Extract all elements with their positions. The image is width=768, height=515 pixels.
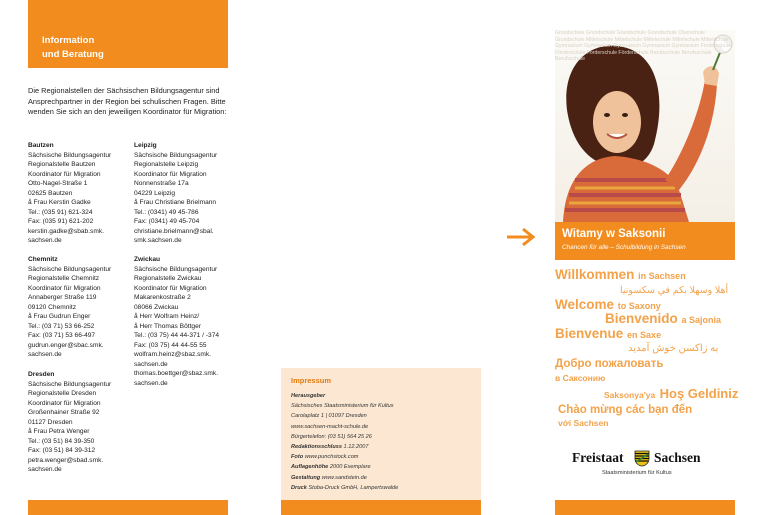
office-line: 01127 Dresden [28,418,73,426]
office-line: Nonnenstraße 17a [134,180,189,187]
office-line: sachsen.de [134,360,168,368]
office-zwickau [134,255,244,388]
impressum-value: www.sachsen-macht-schule.de [291,423,369,430]
office-line: Fax: (035 91) 621-202 [28,218,94,225]
office-contact-name: Frau Christiane Brielmann [139,199,217,206]
greeting-spanish [605,312,721,326]
office-line: Tel.: (03 51) 84 39-350 [28,437,95,445]
impressum-value: Stoba-Druck GmbH, Lampertswalde [308,484,399,491]
impressum-line [291,391,481,401]
office-line: Tel.: (03 75) 44 44-371 / -374 [134,332,220,339]
background-words: Grundschule Grundschule Grundschule Grundschule Oberschule Grundschule Mittelschule Mittelschule Mittelschule Mittelschule Mittelschule Gymnasium Gymnasium Gymnasium Gymnasium Gymnasium Förderschule Förderschule Förderschule Förderschule Berufsschule Berufsschule Berufsschule [555,30,731,63]
greeting-persian: به زاکسن خوش آمدید [628,343,719,354]
greeting-english [555,298,661,312]
office-line: Fax: (03 75) 44 44-55 55 [134,341,207,349]
greeting-russian-2: в Саксонию [555,373,606,383]
office-contact-name: Frau Kerstin Gadke [33,199,91,206]
office-contact-name: Frau Petra Wenger [33,428,90,435]
office-line: Sächsische Bildungsagentur [134,265,218,273]
impressum-box [281,368,481,500]
office-line: 02625 Bautzen [28,189,73,197]
impressum-line [291,422,481,432]
greeting-word: Bienvenue [555,326,624,341]
office-line: Tel.: (035 91) 621-324 [28,208,93,216]
office-line: 08066 Zwickau [134,303,179,311]
header-band [28,0,228,68]
impressum-label: Auflagenhöhe [291,464,329,471]
impressum-line [291,462,481,472]
cover-subtitle: Chancen für alle – Schulbildung in Sachsen [562,244,686,251]
footer-band [281,500,481,515]
impressum-value: Sächsisches Staatsministerium für Kultus [291,403,394,410]
office-line: Fax: (03 71) 53 66-497 [28,332,96,339]
office-line: Annaberger Straße 119 [28,294,97,301]
greeting-russian: Добро пожаловать [555,358,664,370]
greeting-german [555,268,686,282]
impressum-line [291,432,481,442]
impressum-value: 1.12.2007 [343,444,369,451]
office-line: petra.wenger@sbad.smk. [28,456,104,464]
office-line: Koordinator für Migration [28,399,101,407]
greeting-vietnamese: Chào mừng các bạn đến [558,404,693,416]
saxony-crest-icon [634,450,650,467]
panel-header [42,34,104,62]
office-city: Dresden [28,371,55,378]
office-line: christiane.brielmann@sbal. [134,227,214,235]
greeting-french [555,327,661,341]
impressum-label: Redaktionsschluss [291,444,342,451]
logo-subtitle: Staatsministerium für Kultus [602,470,672,476]
cover-title-box [555,222,735,260]
impressum-line [291,401,481,411]
office-line: Regionalstelle Leipzig [134,161,199,168]
office-line: Koordinator für Migration [28,170,101,178]
office-line: Makarenkostraße 2 [134,294,191,301]
office-line: sachsen.de [28,466,62,473]
office-line: Sächsische Bildungsagentur [28,380,112,388]
office-line: Regionalstelle Dresden [28,390,97,397]
office-chemnitz [28,255,128,360]
greeting-suffix: en Saxe [627,330,662,340]
greeting-suffix: to Saxony [617,301,661,311]
header-line: Information [42,35,95,46]
office-contact-person [28,198,128,208]
office-line: kerstin.gadke@sbab.smk. [28,227,104,235]
office-line: Sächsische Bildungsagentur [28,265,112,273]
office-line: 04229 Leipzig [134,189,176,197]
office-city: Bautzen [28,142,54,149]
office-line: Sächsische Bildungsagentur [134,151,218,159]
arrow-right-icon [505,226,539,248]
office-contact-person [134,322,244,332]
office-line: sachsen.de [134,379,168,387]
intro-text: Die Regionalstellen der Sächsischen Bildungsagentur sind Ansprechpartner in der Region bei schulischen Fragen. Bitte wenden Sie sich an den jeweiligen Koordinator für Migration: [28,86,227,116]
office-contact-name: Frau Gudrun Enger [33,313,91,320]
office-contact-name: Herr Wolfram Heinz/ [139,313,200,320]
person-icon: å [134,322,140,330]
impressum-label: Herausgeber [291,393,326,399]
office-city: Leipzig [134,142,157,149]
greeting-word: Bienvenido [605,311,678,326]
impressum-label: Druck [291,484,307,491]
office-dresden [28,370,128,475]
office-leipzig [134,141,234,246]
office-city: Zwickau [134,256,161,263]
footer-band [28,500,228,515]
office-line: sachsen.de [28,351,62,358]
office-contact-person [28,427,128,437]
impressum-value: 2000 Exemplare [329,464,371,471]
office-line: Fax: (03 51) 84 39-312 [28,447,96,454]
logo-left-text: Freistaat [572,450,624,465]
person-icon: å [134,199,140,206]
greeting-word: Welcome [555,297,615,312]
impressum-label: Foto [291,454,304,461]
greeting-arabic: أهلا وسهلا بكم في سكسونيا [620,285,729,296]
office-contact-person [28,312,128,322]
impressum-title: Impressum [291,376,332,385]
logo-right-text: Sachsen [654,450,701,465]
office-line: wolfram.heinz@sbaz.smk. [134,351,212,358]
impressum-value: www.punchstock.com [304,454,359,461]
impressum-line [291,411,481,421]
greeting-suffix: a Sajonia [681,315,722,325]
greeting-turkish [604,386,738,402]
office-contact-name: Herr Thomas Böttger [139,322,201,330]
office-line: Fax: (0341) 49 45-704 [134,218,200,225]
impressum-label: Gestaltung [291,474,321,481]
greeting-word: Willkommen [555,267,635,282]
impressum-line [291,452,481,462]
office-line: Regionalstelle Zwickau [134,275,202,282]
office-line: gudrun.enger@sbac.smk. [28,341,104,349]
office-city: Chemnitz [28,256,58,263]
person-icon: å [28,428,34,435]
office-contact-person [134,312,244,322]
office-line: 09120 Chemnitz [28,303,77,311]
person-icon: å [28,199,34,206]
office-line: Tel.: (03 71) 53 66-252 [28,322,95,330]
office-line: sachsen.de [28,237,62,244]
office-line: smk.sachsen.de [134,237,182,244]
office-line: Sächsische Bildungsagentur [28,151,112,159]
impressum-value: www.sandstein.de [321,474,367,481]
impressum-value: Carolaplatz 1 | 01097 Dresden [291,413,367,420]
greeting-word: Saksonya'ya [604,390,656,400]
greeting-vietnamese-2: với Sachsen [558,418,609,428]
impressum-lines [291,391,481,493]
cover-title: Witamy w Saksonii [562,228,666,240]
office-line: Regionalstelle Chemnitz [28,275,100,282]
office-line: Koordinator für Migration [134,170,207,178]
footer-band [555,500,735,515]
impressum-line [291,483,481,493]
impressum-line [291,473,481,483]
greeting-suffix: Hoş Geldiniz [659,386,739,401]
impressum-value: Bürgertelefon: (03 51) 564 25 26 [291,433,372,440]
impressum-line [291,442,481,452]
office-line: Koordinator für Migration [134,284,207,292]
office-line: Großenhainer Straße 92 [28,409,100,416]
office-line: thomas.boettger@sbaz.smk. [134,370,219,377]
person-icon: å [28,313,34,320]
greeting-suffix: in Sachsen [638,271,686,281]
office-line: Otto-Nagel-Straße 1 [28,180,88,187]
office-line: Regionalstelle Bautzen [28,161,96,168]
header-line: und Beratung [42,49,104,60]
office-line: Koordinator für Migration [28,284,101,292]
office-line: Tel.: (0341) 49 45-786 [134,208,199,216]
office-bautzen [28,141,128,246]
person-icon: å [134,313,140,320]
office-contact-person [134,198,234,208]
